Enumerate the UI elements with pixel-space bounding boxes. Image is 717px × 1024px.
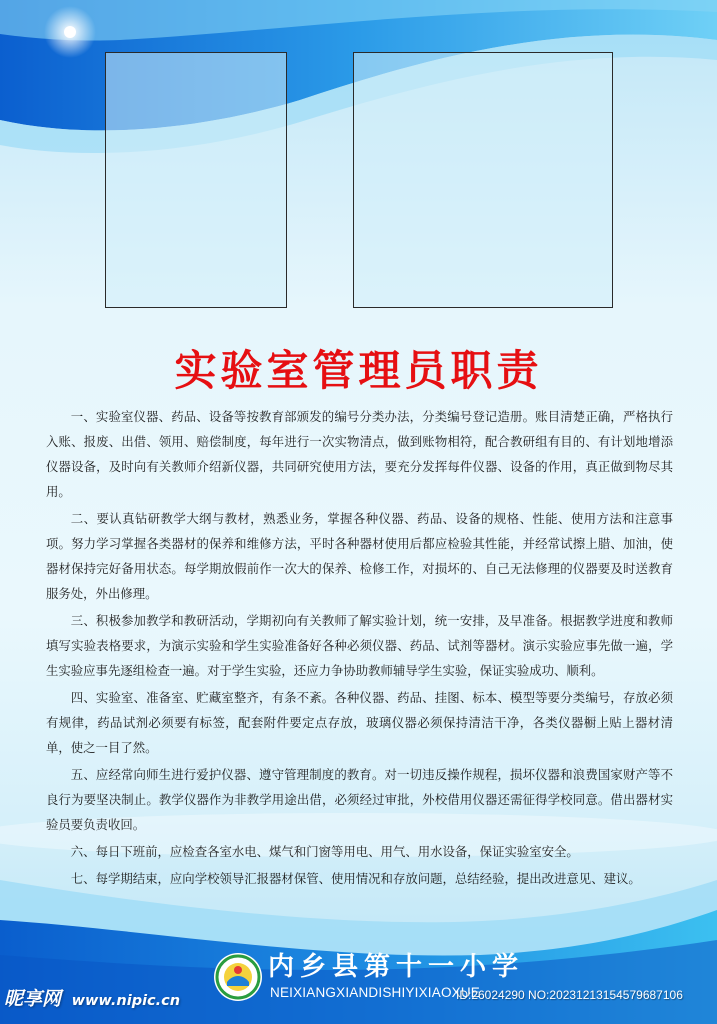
page-title: 实验室管理员职责 bbox=[174, 346, 543, 395]
school-pinyin: NEIXIANGXIANDISHIYIXIAOXUE bbox=[270, 985, 481, 1000]
duty-paragraph-7: 七、每学期结束，应向学校领导汇报器材保管、使用情况和存放问题，总结经验，提出改进意见、建议。 bbox=[70, 871, 641, 886]
duty-paragraph-5: 五、应经常向师生进行爱护仪器、遵守管理制度的教育。对一切违反操作规程，损坏仪器和浪费国家财产等不良行为要坚决制止。教学仪器作为非教学用途出借，必须经过审批，外校借用仪器还需征得学校同意。借出器材实验员要负责收回。 bbox=[46, 767, 673, 832]
watermark-brand bbox=[4, 984, 180, 1011]
duty-list bbox=[46, 404, 673, 893]
photo-placeholder-right bbox=[353, 52, 613, 308]
school-name: 内乡县第十一小学 bbox=[268, 952, 525, 982]
duty-paragraph-3: 三、积极参加教学和教研活动，学期初向有关教师了解实验计划，统一安排，及早准备。根据教学进度和教师填写实验表格要求，为演示实验和学生实验准备好各种必须仪器、药品、试剂等器材。演示实验应事先做一遍，学生实验应事先逐组检查一遍。对于学生实验，还应力争协助教师辅导学生实验，保证实验成功、顺利。 bbox=[46, 613, 673, 678]
watermark-brand-name: 昵享网 bbox=[4, 988, 62, 1010]
photo-placeholder-left bbox=[105, 52, 287, 308]
duty-paragraph-2: 二、要认真钻研教学大纲与教材，熟悉业务，掌握各种仪器、药品、设备的规格、性能、使用方法和注意事项。努力学习掌握各类器材的保养和维修方法，平时各种器材使用后都应检验其性能，并经常试擦上腊、加油，使器材保持完好备用状态。每学期放假前作一次大的保养、检修工作，对损坏的、自己无法修理的仪器要及时送教育服务处，外出修理。 bbox=[46, 511, 673, 601]
watermark-url: www.nipic.cn bbox=[71, 993, 181, 1009]
duty-paragraph-4: 四、实验室、准备室、贮藏室整齐，有条不紊。各种仪器、药品、挂图、标本、模型等要分类编号，存放必须有规律，药品试剂必须要有标签，配套附件要定点存放，玻璃仪器必须保持清洁干净，各类仪器橱上贴上器材清单，使之一目了然。 bbox=[46, 690, 673, 755]
duty-paragraph-1: 一、实验室仪器、药品、设备等按教育部颁发的编号分类办法，分类编号登记造册。账目清楚正确，严格执行入账、报废、出借、领用、赔偿制度，每年进行一次实物清点，做到账物相符，配合教研组有目的、有计划地增添仪器设备，及时向有关教师介绍新仪器，共同研究使用方法，要充分发挥每件仪器、设备的作用，真正做到物尽其用。 bbox=[46, 409, 673, 499]
duty-paragraph-6: 六、每日下班前，应检查各室水电、煤气和门窗等用电、用气、用水设备，保证实验室安全。 bbox=[70, 844, 579, 859]
watermark-id: ID:26024290 NO:20231213154579687106 bbox=[456, 988, 683, 1002]
school-emblem-icon bbox=[213, 952, 263, 1002]
